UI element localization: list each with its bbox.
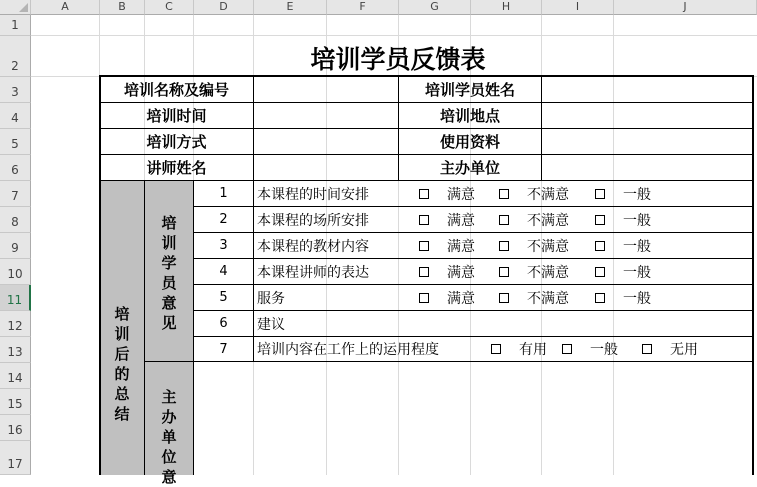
label-training-time: 培训时间 (146, 107, 207, 125)
label-materials: 使用资料 (439, 133, 500, 151)
organizer-char: 主 (161, 388, 177, 406)
column-header-h[interactable]: H (471, 0, 542, 15)
form-title: 培训学员反馈表 (310, 45, 486, 74)
opinion-char: 员 (161, 273, 177, 292)
checkbox-icon[interactable] (419, 189, 429, 199)
column-header-f[interactable]: F (327, 0, 399, 15)
row-header-4[interactable]: 4 (0, 103, 31, 129)
organizer-char: 位 (161, 448, 177, 466)
column-header-a[interactable]: A (31, 0, 100, 15)
column-header-d[interactable]: D (194, 0, 254, 15)
checkbox-icon[interactable] (499, 241, 509, 251)
section-opinion-label (145, 210, 193, 335)
option-unsatisfied[interactable] (499, 207, 589, 232)
option-average[interactable] (595, 285, 675, 310)
question-text: 本课程讲师的表达 (257, 264, 369, 281)
row-header-12[interactable]: 12 (0, 311, 31, 337)
row-header-2[interactable]: 2 (0, 36, 31, 77)
checkbox-icon[interactable] (595, 215, 605, 225)
question-number: 6 (219, 316, 228, 331)
checkbox-icon[interactable] (419, 293, 429, 303)
summary-char: 结 (114, 405, 130, 423)
question-text: 培训内容在工作上的运用程度 (257, 342, 439, 358)
option-unsatisfied[interactable] (499, 181, 589, 206)
option-label: 一般 (623, 264, 651, 281)
opinion-char: 培 (161, 213, 177, 232)
row-header-10[interactable]: 10 (0, 259, 31, 285)
option-unsatisfied[interactable] (499, 259, 589, 284)
checkbox-icon[interactable] (499, 293, 509, 303)
question-text: 建议 (257, 316, 285, 333)
option-label: 满意 (447, 186, 475, 203)
select-all-corner[interactable] (0, 0, 31, 15)
training-location-field[interactable] (542, 103, 752, 128)
question-number: 3 (219, 238, 228, 253)
trainee-name-field[interactable] (542, 77, 752, 102)
checkbox-icon[interactable] (562, 344, 572, 354)
checkbox-icon[interactable] (595, 189, 605, 199)
option-useless[interactable] (642, 337, 722, 361)
option-label: 不满意 (527, 186, 569, 203)
checkbox-icon[interactable] (642, 344, 652, 354)
option-label: 不满意 (527, 264, 569, 281)
column-header-j[interactable]: J (614, 0, 757, 15)
row-header-8[interactable]: 8 (0, 207, 31, 233)
option-satisfied[interactable] (419, 285, 489, 310)
option-average[interactable] (595, 233, 675, 258)
option-label: 一般 (623, 238, 651, 255)
question-text: 本课程的教材内容 (257, 238, 369, 255)
checkbox-icon[interactable] (419, 267, 429, 277)
organizer-char: 办 (161, 408, 177, 426)
row-header-3[interactable]: 3 (0, 77, 31, 103)
option-label: 不满意 (527, 238, 569, 255)
summary-char: 培 (114, 305, 130, 323)
summary-char: 训 (114, 325, 130, 343)
option-label: 满意 (447, 212, 475, 229)
option-label: 满意 (447, 264, 475, 281)
label-training-method: 培训方式 (146, 133, 207, 151)
option-label: 不满意 (527, 212, 569, 229)
organizer-char: 单 (161, 428, 177, 446)
label-course-name: 培训名称及编号 (123, 81, 229, 99)
checkbox-icon[interactable] (595, 267, 605, 277)
checkbox-icon[interactable] (499, 267, 509, 277)
column-header-c[interactable]: C (145, 0, 194, 15)
option-label: 有用 (519, 342, 547, 358)
option-label: 满意 (447, 238, 475, 255)
option-average[interactable] (595, 259, 675, 284)
section-summary-label (100, 299, 144, 429)
option-label: 一般 (623, 186, 651, 203)
checkbox-icon[interactable] (491, 344, 501, 354)
question-number: 2 (219, 212, 228, 227)
select-all-triangle-icon (19, 3, 28, 12)
option-satisfied[interactable] (419, 207, 489, 232)
opinion-char: 学 (161, 253, 177, 272)
row-header-9[interactable]: 9 (0, 233, 31, 259)
row-header-13[interactable]: 13 (0, 337, 31, 363)
column-header-i[interactable]: I (542, 0, 614, 15)
checkbox-icon[interactable] (499, 189, 509, 199)
instructor-field[interactable] (254, 155, 398, 180)
option-label: 一般 (623, 212, 651, 229)
option-useful[interactable] (491, 337, 555, 361)
course-name-field[interactable] (254, 77, 398, 102)
option-unsatisfied[interactable] (499, 233, 589, 258)
worksheet-grid[interactable] (31, 15, 757, 486)
section-organizer-label (145, 387, 193, 487)
summary-char: 的 (114, 365, 130, 383)
option-average[interactable] (595, 181, 675, 206)
opinion-char: 训 (161, 233, 177, 252)
option-average[interactable] (595, 207, 675, 232)
option-satisfied[interactable] (419, 181, 489, 206)
row-header-11[interactable]: 11 (0, 285, 31, 311)
question-text: 服务 (257, 290, 285, 307)
organizer-opinion-field[interactable] (194, 362, 752, 475)
option-satisfied[interactable] (419, 259, 489, 284)
opinion-char: 意 (161, 293, 177, 312)
checkbox-icon[interactable] (419, 215, 429, 225)
option-label: 不满意 (527, 290, 569, 307)
row-header-17[interactable]: 17 (0, 441, 31, 475)
option-unsatisfied[interactable] (499, 285, 589, 310)
row-header-5[interactable]: 5 (0, 129, 31, 155)
question-number: 5 (219, 290, 228, 305)
opinion-char: 见 (161, 313, 177, 332)
option-label: 满意 (447, 290, 475, 307)
organizer-char: 意 (161, 468, 177, 486)
row-header-15[interactable]: 15 (0, 389, 31, 415)
materials-field[interactable] (542, 129, 752, 154)
organizer-field[interactable] (542, 155, 752, 180)
checkbox-icon[interactable] (595, 293, 605, 303)
label-organizer: 主办单位 (439, 159, 500, 177)
row-header-7[interactable]: 7 (0, 181, 31, 207)
option-label: 一般 (590, 342, 618, 358)
label-training-location: 培训地点 (439, 107, 500, 125)
checkbox-icon[interactable] (499, 215, 509, 225)
question-text: 本课程的场所安排 (257, 212, 369, 229)
checkbox-icon[interactable] (595, 241, 605, 251)
column-header-e[interactable]: E (254, 0, 327, 15)
option-average[interactable] (562, 337, 632, 361)
training-method-field[interactable] (254, 129, 398, 154)
question-number: 4 (219, 264, 228, 279)
label-trainee-name: 培训学员姓名 (424, 81, 515, 99)
row-header-14[interactable]: 14 (0, 363, 31, 389)
training-time-field[interactable] (254, 103, 398, 128)
option-label: 一般 (623, 290, 651, 307)
summary-char: 后 (114, 345, 130, 363)
table-border (253, 180, 254, 362)
row-header-1[interactable]: 1 (0, 15, 31, 36)
question-text: 本课程的时间安排 (257, 186, 369, 203)
option-label: 无用 (670, 342, 698, 358)
summary-char: 总 (114, 385, 130, 403)
row-header-6[interactable]: 6 (0, 155, 31, 181)
label-instructor: 讲师姓名 (146, 159, 207, 177)
table-border (752, 75, 754, 475)
column-header-b[interactable]: B (100, 0, 145, 15)
question-number: 7 (219, 341, 228, 357)
row-header-16[interactable]: 16 (0, 415, 31, 441)
question-number: 1 (219, 186, 228, 201)
checkbox-icon[interactable] (419, 241, 429, 251)
option-satisfied[interactable] (419, 233, 489, 258)
column-header-g[interactable]: G (399, 0, 471, 15)
